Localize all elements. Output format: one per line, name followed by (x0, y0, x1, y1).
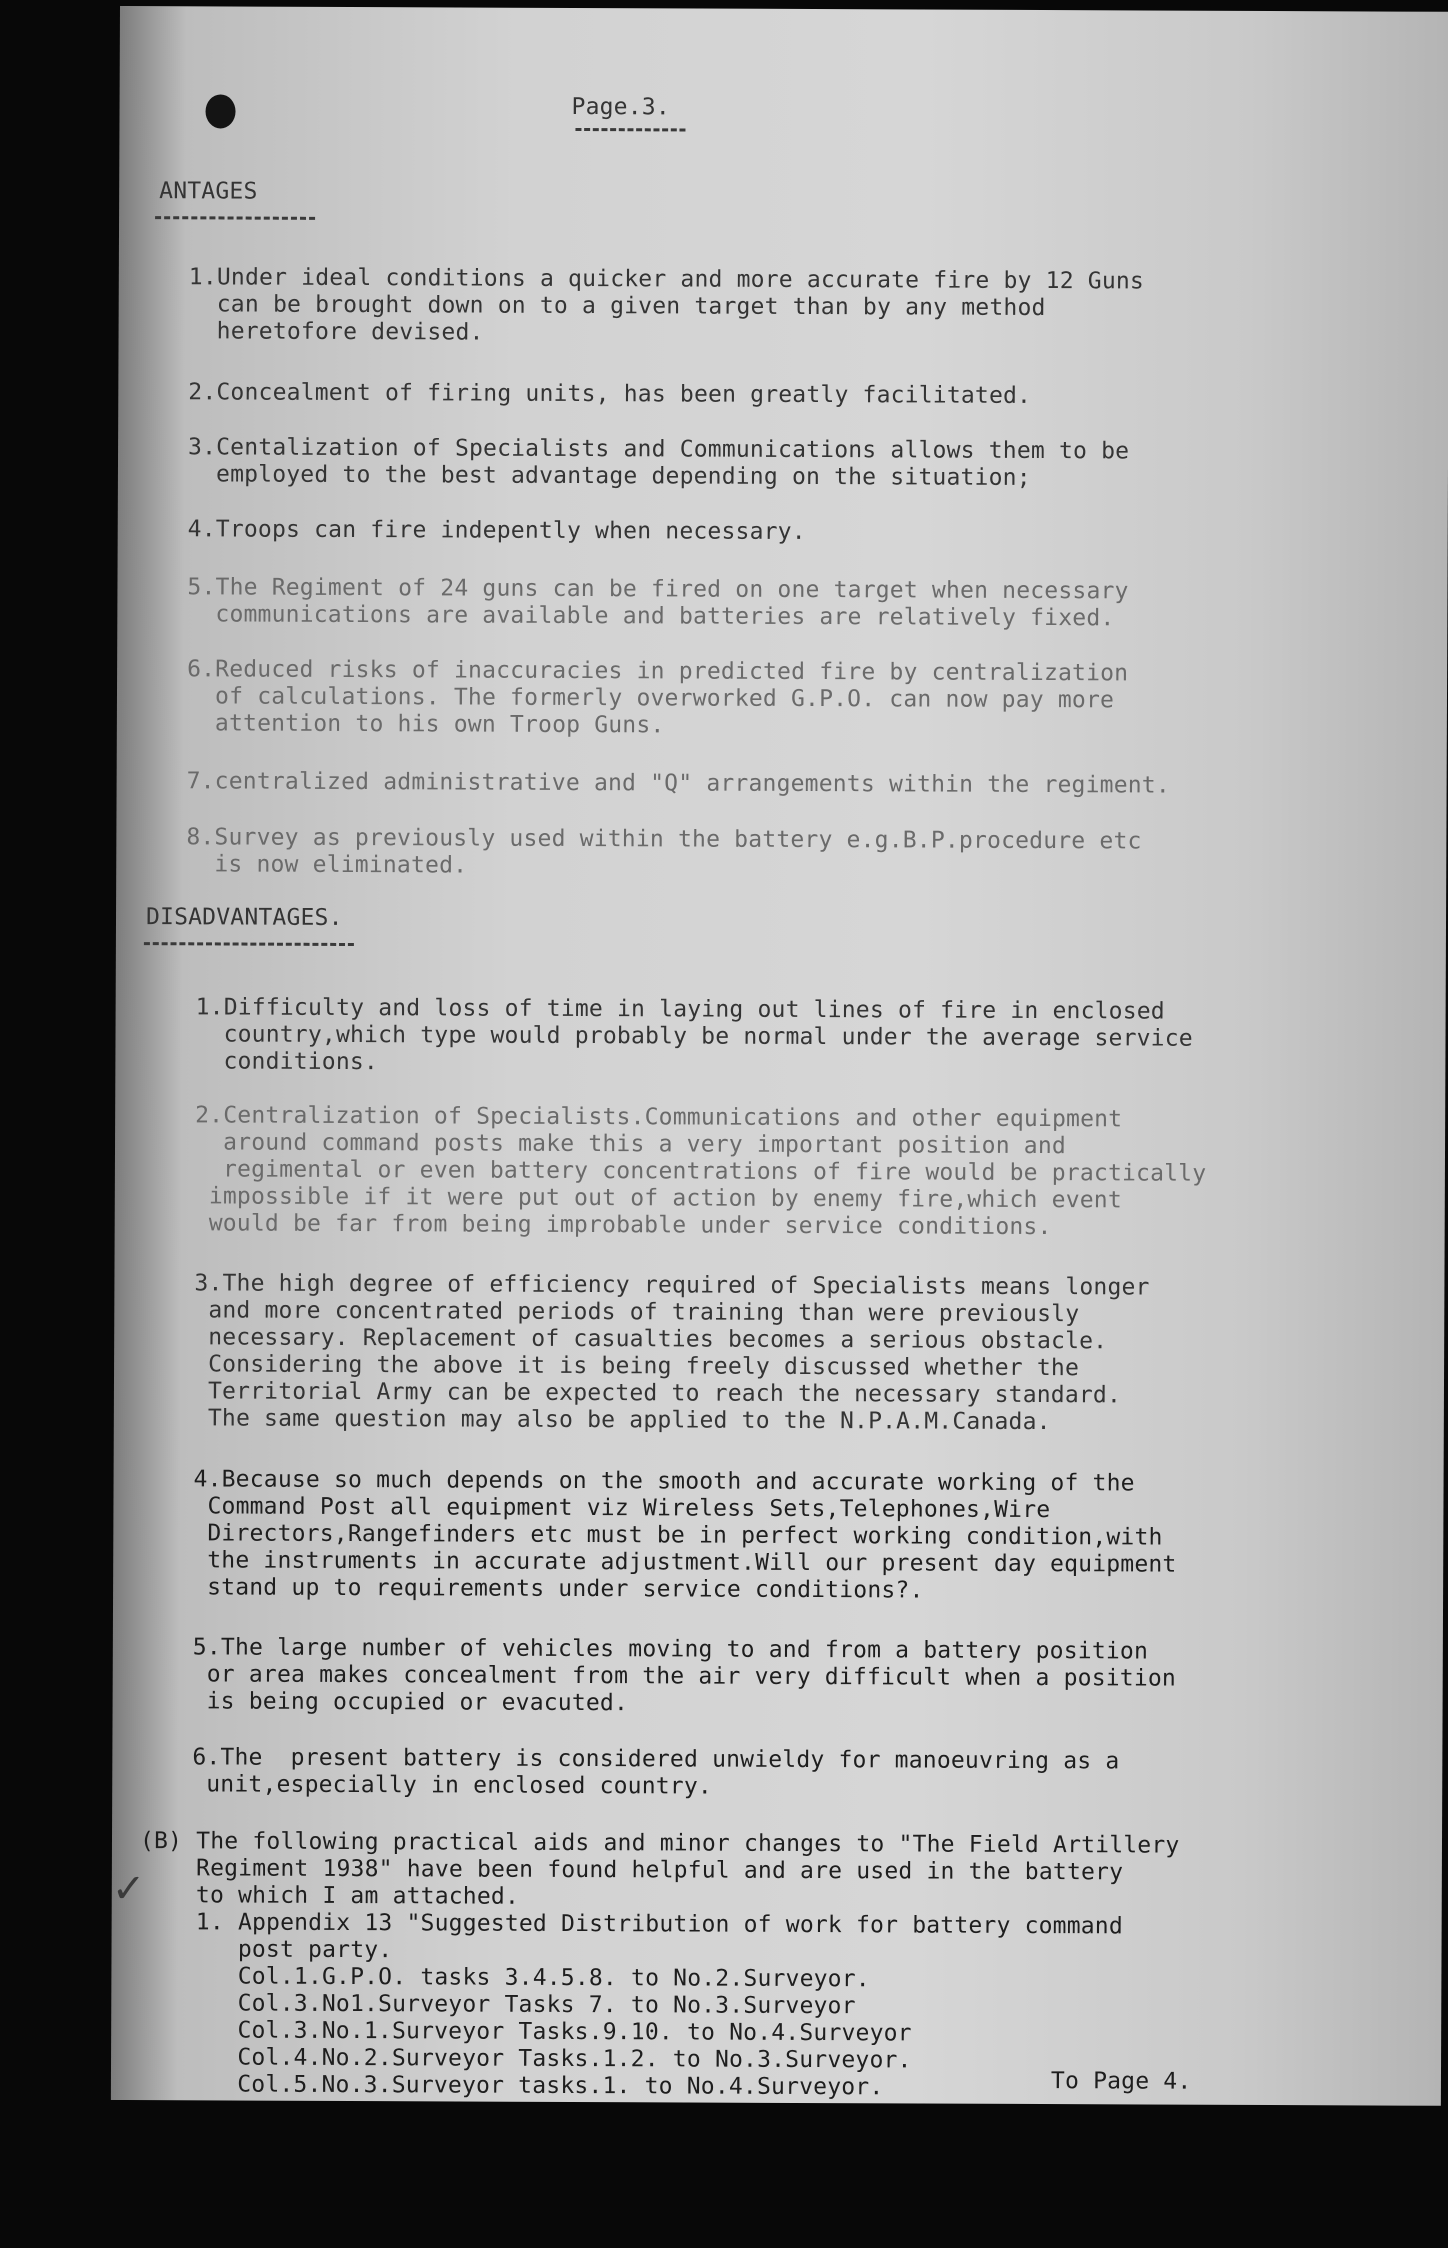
disadvantage-item: 5.The large number of vehicles moving to and from a battery position or area makes concealment from the air very difficult when a position is being occupied or evacuted. (192, 1634, 1177, 1717)
advantage-item: 5.The Regiment of 24 guns can be fired on one target when necessary communications are available and batteries are relatively fixed. (187, 574, 1129, 632)
checkmark-annotation: ✓ (111, 1865, 146, 1913)
advantage-item: 1.Under ideal conditions a quicker and more accurate fire by 12 Guns can be brought down on to a given target than by any method heretofore devised. (188, 264, 1145, 346)
advantage-item: 3.Centalization of Specialists and Communications allows them to be employed to the best advantage depending on the situation; (187, 434, 1130, 491)
advantage-item: 8.Survey as previously used within the battery e.g.B.P.procedure etc is now eliminated. (186, 824, 1142, 879)
disadvantage-item: 6.The present battery is considered unwieldy for manoeuvring as a unit,especially in enclosed country. (192, 1744, 1120, 1800)
advantages-underline (155, 216, 315, 220)
disadvantage-item: 3.The high degree of efficiency required of Specialists means longer and more concentrated periods of training than were previously necessary. Replacement of casualties becomes a serious obstacle. Considering the above it is being freely discussed whether the Territorial Army can be expected to reach the necessary standard. The same question may also be applied to the N.P.A.M.Canada. (193, 1270, 1150, 1436)
advantage-item: 2.Concealment of firing units, has been greatly facilitated. (188, 379, 1032, 409)
continued-on-page: To Page 4. (1050, 2068, 1192, 2095)
typewritten-page (111, 6, 1448, 2106)
punch-hole (205, 94, 235, 128)
advantages-heading: ANTAGES (159, 178, 258, 205)
section-b-text: (B) The following practical aids and minor changes to "The Field Artillery Regiment 1938" have been found helpful and are used in the battery to which I am attached. 1. Appendix 13 "Suggested Distribution of work for battery command post party. Col.1.G.P.O. tasks 3.4.5.8. to No.2.Surveyor. Col.3.No1.Surveyor Tasks 7. to No.3.Surveyor Col.3.No.1.Surveyor Tasks.9.10. to No.4.Surveyor Col.4.No.2.Surveyor Tasks.1.2. to No.3.Surveyor. Col.5.No.3.Surveyor tasks.1. to No.4.Surveyor. (138, 1828, 1180, 2101)
page-number: Page.3. (571, 93, 670, 121)
disadvantages-underline (144, 942, 354, 946)
page-number-underline (575, 128, 685, 131)
page-text (111, 6, 1448, 2101)
advantage-item: 6.Reduced risks of inaccuracies in predicted fire by centralization of calculations. The formerly overworked G.P.O. can now pay more attention to his own Troop Guns. (186, 656, 1129, 739)
advantage-item: 7.centralized administrative and "Q" arrangements within the regiment. (186, 768, 1170, 799)
disadvantage-item: 2.Centralization of Specialists.Communications and other equipment around command posts make this a very important position and regimental or even battery concentrations of fire would be practically impossible if it were put out of action by enemy fire,which event would be far from being improbable under service conditions. (194, 1102, 1207, 1241)
disadvantages-heading: DISADVANTAGES. (145, 904, 343, 931)
disadvantage-item: 1.Difficulty and loss of time in laying out lines of fire in enclosed country,which type would probably be normal under the average service conditions. (195, 994, 1193, 1076)
disadvantage-item: 4.Because so much depends on the smooth and accurate working of the Command Post all equipment viz Wireless Sets,Telephones,Wire Directors,Rangefinders etc must be in perfect working condition,with the instruments in accurate adjustment.Will our present day equipment stand up to requirements under service conditions?. (193, 1466, 1177, 1604)
advantage-item: 4.Troops can fire indepently when necessary. (187, 516, 806, 545)
